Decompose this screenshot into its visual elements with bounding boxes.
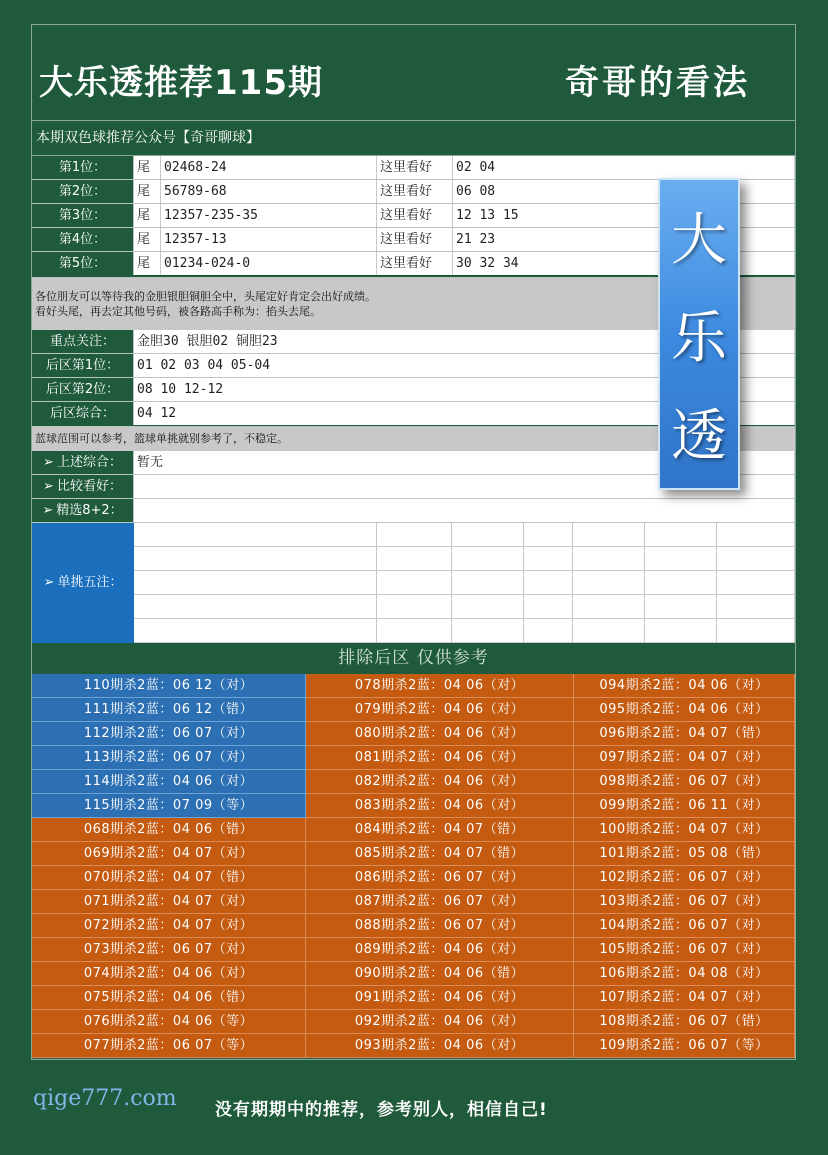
pick-cell xyxy=(524,571,573,595)
tail-digits: 56789-68 xyxy=(161,180,377,203)
badge-char: 乐 xyxy=(671,306,727,371)
pick-cell xyxy=(573,595,645,619)
summary-row xyxy=(32,499,795,523)
kill-entry: 087期杀2蓝：06 07（对） xyxy=(306,890,574,914)
kill-entry: 074期杀2蓝：04 06（对） xyxy=(32,962,306,986)
focus-label: 后区第2位： xyxy=(32,378,134,401)
summary-label xyxy=(32,475,134,498)
summary-value xyxy=(134,499,795,522)
pick-cell xyxy=(717,571,795,595)
exclude-title: 排除后区 仅供参考 xyxy=(338,648,489,668)
kill-entry: 105期杀2蓝：06 07（对） xyxy=(574,938,795,962)
pick-cell xyxy=(452,547,524,571)
kill-entry: 081期杀2蓝：04 06（对） xyxy=(306,746,574,770)
kill-entry: 091期杀2蓝：04 06（对） xyxy=(306,986,574,1010)
pick-cell xyxy=(452,523,524,547)
pick-cell xyxy=(573,571,645,595)
tip-label: 这里看好 xyxy=(377,156,453,179)
kill-entry: 090期杀2蓝：04 06（错） xyxy=(306,962,574,986)
arrow-icon: ➢ xyxy=(43,479,54,494)
kill-entry: 071期杀2蓝：04 07（对） xyxy=(32,890,306,914)
kill-entry: 094期杀2蓝：04 06（对） xyxy=(574,674,795,698)
kill-entry: 104期杀2蓝：06 07（对） xyxy=(574,914,795,938)
kill-entry: 083期杀2蓝：04 06（对） xyxy=(306,794,574,818)
pick-cell xyxy=(573,547,645,571)
pick-five-label-text: 单挑五注： xyxy=(57,575,123,590)
tail-digits: 12357-13 xyxy=(161,228,377,251)
pick-cell xyxy=(573,523,645,547)
position-label: 第4位： xyxy=(32,228,134,251)
focus-value: 04 12 xyxy=(134,402,795,425)
header xyxy=(32,25,795,121)
pick-cell xyxy=(377,595,452,619)
pick-five-label xyxy=(32,523,134,643)
summary-label xyxy=(32,499,134,522)
position-label: 第3位： xyxy=(32,204,134,227)
kill-entry: 089期杀2蓝：04 06（对） xyxy=(306,938,574,962)
position-label: 第2位： xyxy=(32,180,134,203)
kill-entry: 075期杀2蓝：04 06（错） xyxy=(32,986,306,1010)
tip-value: 21 23 xyxy=(453,228,795,251)
pick-cell xyxy=(452,571,524,595)
pick-cell xyxy=(377,547,452,571)
kill-entry: 099期杀2蓝：06 11（对） xyxy=(574,794,795,818)
tip-value: 30 32 34 xyxy=(453,252,795,275)
footer-site: qige777.com xyxy=(33,1086,177,1111)
pick-cell xyxy=(377,571,452,595)
tip-label: 这里看好 xyxy=(377,204,453,227)
kill-entry: 098期杀2蓝：06 07（对） xyxy=(574,770,795,794)
kill-entry: 088期杀2蓝：06 07（对） xyxy=(306,914,574,938)
focus-label: 重点关注： xyxy=(32,330,134,353)
kill-entry: 110期杀2蓝：06 12（对） xyxy=(32,674,306,698)
kill-entry: 084期杀2蓝：04 07（错） xyxy=(306,818,574,842)
pick-cell xyxy=(524,547,573,571)
position-label: 第1位： xyxy=(32,156,134,179)
pick-cell xyxy=(134,523,377,547)
blue-ball-note: 蓝球范围可以参考，篮球单挑就别参考了，不稳定。 xyxy=(32,427,795,451)
pick-cell xyxy=(645,547,717,571)
kill-entry: 082期杀2蓝：04 06（对） xyxy=(306,770,574,794)
focus-label: 后区第1位： xyxy=(32,354,134,377)
tail-label: 尾 xyxy=(134,204,161,227)
summary-label-text: 比较看好： xyxy=(56,479,122,494)
kill-entry: 077期杀2蓝：06 07（等） xyxy=(32,1034,306,1058)
kill-entry: 079期杀2蓝：04 06（对） xyxy=(306,698,574,722)
kill-entry: 115期杀2蓝：07 09（等） xyxy=(32,794,306,818)
badge-text xyxy=(660,192,738,486)
kill-entry: 107期杀2蓝：04 07（对） xyxy=(574,986,795,1010)
kill-entry: 112期杀2蓝：06 07（对） xyxy=(32,722,306,746)
tip-value: 06 08 xyxy=(453,180,795,203)
kill-entry: 102期杀2蓝：06 07（对） xyxy=(574,866,795,890)
summary-label xyxy=(32,451,134,474)
kill-entry: 092期杀2蓝：04 06（对） xyxy=(306,1010,574,1034)
kill-entry: 069期杀2蓝：04 07（对） xyxy=(32,842,306,866)
kill-entry: 086期杀2蓝：06 07（对） xyxy=(306,866,574,890)
kill-entry: 097期杀2蓝：04 07（对） xyxy=(574,746,795,770)
kill-entry: 114期杀2蓝：04 06（对） xyxy=(32,770,306,794)
kill-entry: 108期杀2蓝：06 07（错） xyxy=(574,1010,795,1034)
page-title: 大乐透推荐115期 xyxy=(39,63,323,103)
pick-cell xyxy=(524,595,573,619)
kill-entry: 073期杀2蓝：06 07（对） xyxy=(32,938,306,962)
pick-cell xyxy=(377,523,452,547)
tail-digits: 12357-235-35 xyxy=(161,204,377,227)
kill-entry: 095期杀2蓝：04 06（对） xyxy=(574,698,795,722)
pick-cell xyxy=(645,595,717,619)
kill-entry: 111期杀2蓝：06 12（错） xyxy=(32,698,306,722)
pick-cell xyxy=(524,619,573,643)
position-row xyxy=(32,156,795,180)
pick-cell xyxy=(717,547,795,571)
kill-entry: 080期杀2蓝：04 06（对） xyxy=(306,722,574,746)
arrow-icon: ➢ xyxy=(43,455,54,470)
pick-cell xyxy=(645,523,717,547)
kill-blue-table xyxy=(32,674,795,1059)
arrow-icon: ➢ xyxy=(42,503,54,518)
pick-cell xyxy=(134,547,377,571)
subtitle: 本期双色球推荐公众号【奇哥聊球】 xyxy=(32,121,795,156)
pick-cell xyxy=(717,619,795,643)
pick-cell xyxy=(452,619,524,643)
tip-label: 这里看好 xyxy=(377,252,453,275)
pick-cell xyxy=(573,619,645,643)
kill-entry: 106期杀2蓝：04 08（对） xyxy=(574,962,795,986)
kill-entry: 078期杀2蓝：04 06（对） xyxy=(306,674,574,698)
badge-char: 大 xyxy=(671,208,727,273)
tail-label: 尾 xyxy=(134,156,161,179)
focus-label: 后区综合： xyxy=(32,402,134,425)
tail-digits: 01234-024-0 xyxy=(161,252,377,275)
lottery-badge xyxy=(658,178,740,490)
pick-cell xyxy=(717,595,795,619)
kill-entry: 109期杀2蓝：06 07（等） xyxy=(574,1034,795,1058)
focus-value: 08 10 12-12 xyxy=(134,378,795,401)
position-label: 第5位： xyxy=(32,252,134,275)
pick-cell xyxy=(452,595,524,619)
summary-label-text: 精选8+2： xyxy=(56,503,123,518)
summary-label-text: 上述综合： xyxy=(56,455,122,470)
pick-five-block xyxy=(32,523,795,643)
kill-entry: 072期杀2蓝：04 07（对） xyxy=(32,914,306,938)
summary-value: 暂无 xyxy=(134,451,795,474)
pick-cell xyxy=(645,619,717,643)
pick-cell xyxy=(645,571,717,595)
pick-cell xyxy=(134,571,377,595)
focus-value: 金胆30 银胆02 铜胆23 xyxy=(134,330,795,353)
strategy-note-line: 看好头尾，再去定其他号码，被各路高手称为：掐头去尾。 xyxy=(35,305,321,318)
kill-entry: 085期杀2蓝：04 07（错） xyxy=(306,842,574,866)
tip-value: 12 13 15 xyxy=(453,204,795,227)
kill-entry: 068期杀2蓝：04 06（错） xyxy=(32,818,306,842)
tip-label: 这里看好 xyxy=(377,180,453,203)
tail-label: 尾 xyxy=(134,228,161,251)
kill-entry: 093期杀2蓝：04 06（对） xyxy=(306,1034,574,1058)
pick-cell xyxy=(134,595,377,619)
tail-label: 尾 xyxy=(134,180,161,203)
kill-entry: 076期杀2蓝：04 06（等） xyxy=(32,1010,306,1034)
pick-cell xyxy=(524,523,573,547)
kill-entry: 096期杀2蓝：04 07（错） xyxy=(574,722,795,746)
kill-entry: 100期杀2蓝：04 07（对） xyxy=(574,818,795,842)
arrow-icon: ➢ xyxy=(43,575,55,590)
pick-five-grid xyxy=(134,523,795,643)
tail-digits: 02468-24 xyxy=(161,156,377,179)
kill-entry: 103期杀2蓝：06 07（对） xyxy=(574,890,795,914)
kill-entry: 070期杀2蓝：04 07（错） xyxy=(32,866,306,890)
badge-char: 透 xyxy=(671,404,727,469)
author-title: 奇哥的看法 xyxy=(565,63,750,103)
footer-slogan: 没有期期中的推荐，参考别人，相信自己! xyxy=(215,1100,548,1120)
pick-cell xyxy=(134,619,377,643)
tail-label: 尾 xyxy=(134,252,161,275)
kill-entry: 101期杀2蓝：05 08（错） xyxy=(574,842,795,866)
tip-label: 这里看好 xyxy=(377,228,453,251)
kill-entry: 113期杀2蓝：06 07（对） xyxy=(32,746,306,770)
tip-value: 02 04 xyxy=(453,156,795,179)
focus-value: 01 02 03 04 05-04 xyxy=(134,354,795,377)
pick-cell xyxy=(717,523,795,547)
strategy-note-line: 各位朋友可以等待我的金胆银胆铜胆全中，头尾定好肯定会出好成绩。 xyxy=(35,290,376,303)
pick-cell xyxy=(377,619,452,643)
